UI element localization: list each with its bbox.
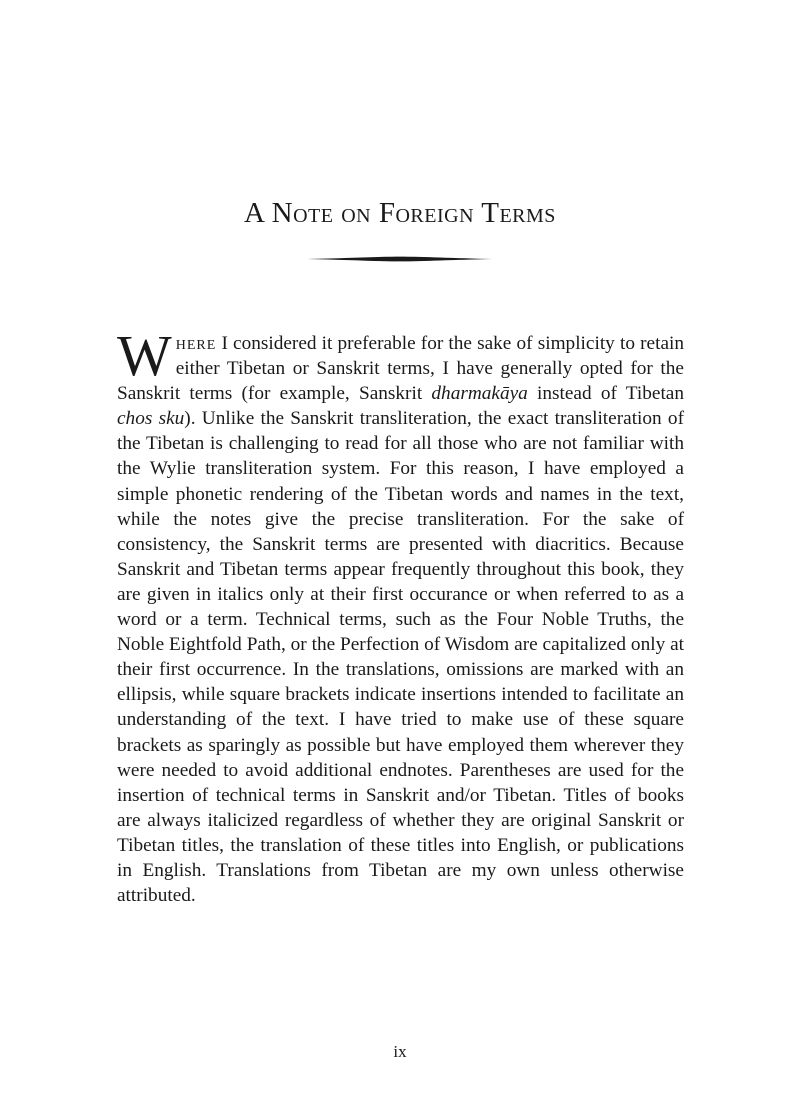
body-paragraph (117, 323, 685, 908)
ornamental-rule (307, 255, 493, 263)
drop-cap: W (117, 323, 172, 388)
body-text-segment-2: instead of Tibetan (527, 383, 685, 405)
body-text-segment-3: ). Unlike the Sanskrit transliteration, the exact transliteration of the Tibetan is challenging to read for all those who are not familiar with the Wylie transliteration system. For this reason, I have employed a simple phonetic rendering of the Tibetan words and names in the text, while the notes give the precise transliteration. For the sake of consistency, the Sanskrit terms are presented with diacritics. Because Sanskrit and Tibetan terms appear frequently throughout this book, they are given in italics only at their first occurance or when referred to as a word or a term. Technical terms, such as the Four Noble Truths, the Noble Eightfold Path, or the Perfection of Wisdom are capitalized only at their first occurrence. In the translations, omissions are marked with an ellipsis, while square brackets indicate insertions intended to facilitate an understanding of the text. I have tried to make use of these square brackets as sparingly as possible but have employed them wherever they were needed to avoid additional endnotes. Parentheses are used for the insertion of technical terms in Sanskrit and/or Tibetan. Titles of books are always italicized regardless of whether they are original Sanskrit or Tibetan titles, the translation of these titles into English, or publications in English. Translations from Tibetan are my own unless otherwise attributed. (117, 408, 684, 907)
lead-in-small-caps: here (175, 333, 217, 354)
term-dharmakaya: dharmakāya (431, 383, 528, 405)
page-title: A Note on Foreign Terms (244, 197, 556, 229)
term-chos-sku: chos sku (117, 408, 185, 430)
page-number: ix (393, 1042, 407, 1061)
body-text-segment-1: I considered it preferable for the sake of simplicity to retain either Tibetan or Sanskrit terms, I have generally opted for the Sanskrit terms (for example, Sanskrit (117, 333, 684, 405)
ornamental-rule-stroke (307, 257, 493, 262)
